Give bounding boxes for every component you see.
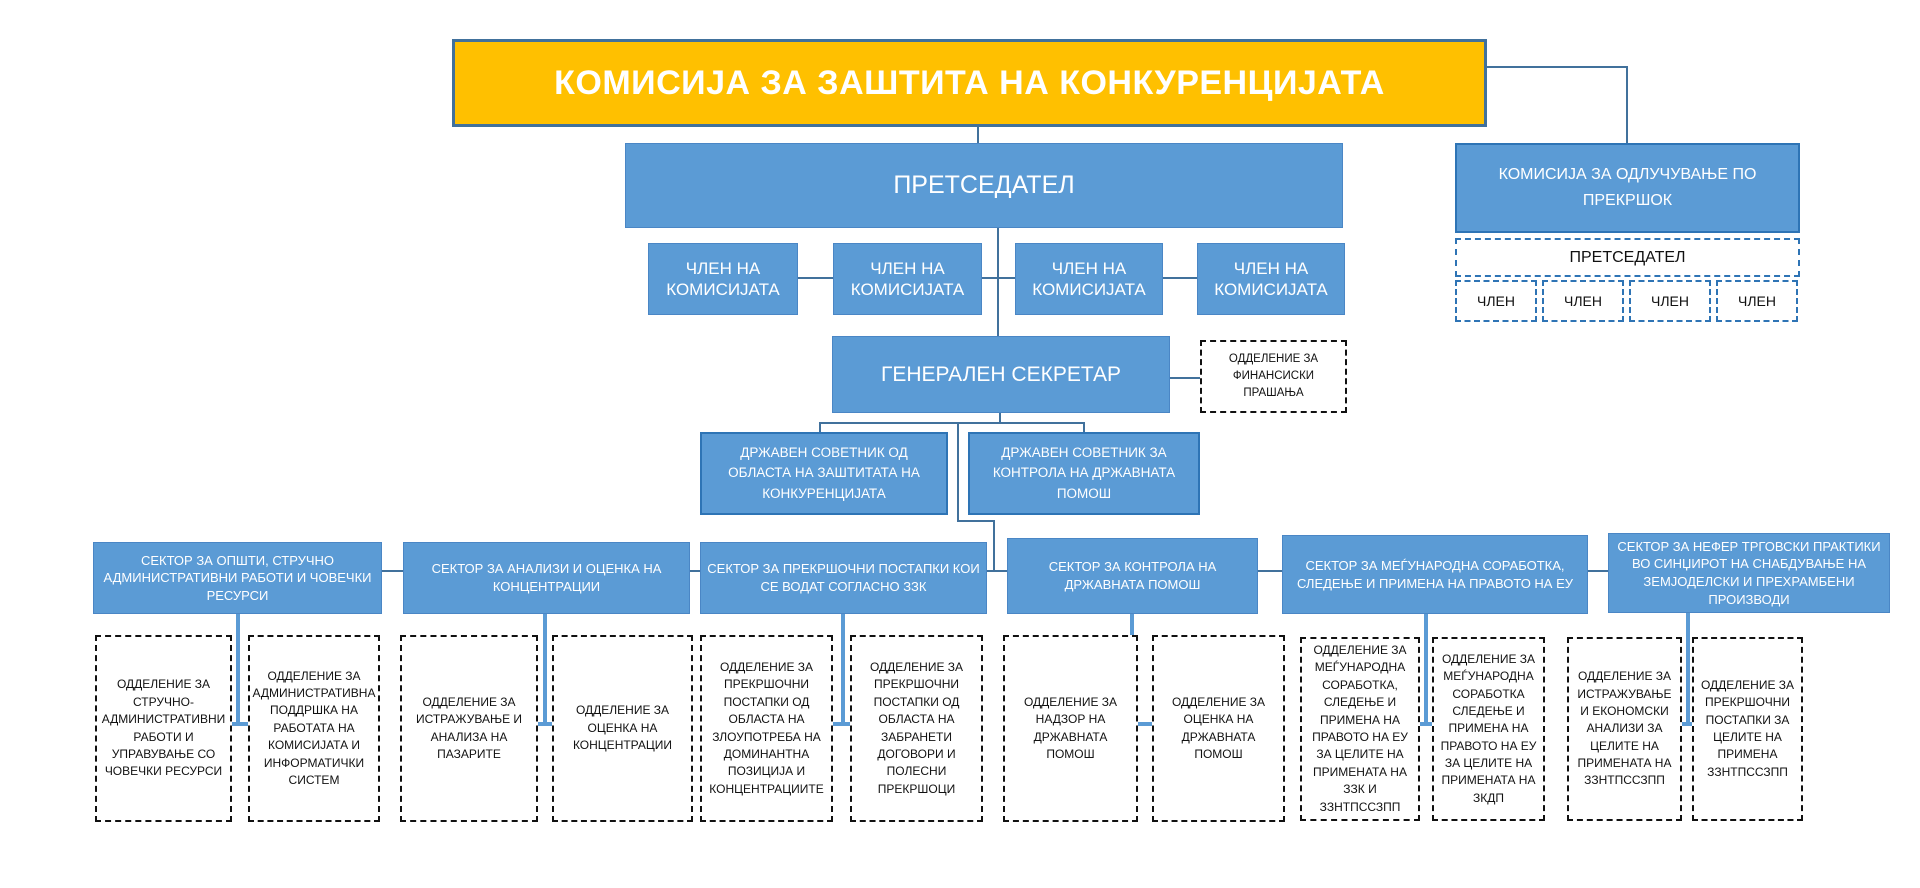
- connector: [1163, 277, 1197, 279]
- connector: [819, 422, 821, 432]
- department-box: ОДДЕЛЕНИЕ ЗА МЕЃУНАРОДНА СОРАБОТКА, СЛЕДЕЊЕ И ПРИМЕНА НА ПРАВОТО НА ЕУ ЗА ЦЕЛИТЕ НА ПРИМЕНАТА НА ЗЗК И ЗЗНТПССЗПП: [1300, 637, 1420, 821]
- connector: [538, 722, 552, 726]
- connector: [1420, 722, 1432, 726]
- misdemeanor-member-box: ЧЛЕН: [1629, 280, 1711, 322]
- general-secretary-box: ГЕНЕРАЛЕН СЕКРЕТАР: [832, 336, 1170, 413]
- connector: [841, 614, 845, 726]
- root-commission-box: КОМИСИЈА ЗА ЗАШТИТА НА КОНКУРЕНЦИЈАТА: [452, 39, 1487, 127]
- connector: [982, 277, 1015, 279]
- misdemeanor-member-box: ЧЛЕН: [1542, 280, 1624, 322]
- connector: [1170, 377, 1200, 379]
- department-box: ОДДЕЛЕНИЕ ЗА АДМИНИСТРАТИВНА ПОДДРШКА НА РАБОТАТА НА КОМИСИЈАТА И ИНФОРМАТИЧКИ СИСТЕМ: [248, 635, 380, 822]
- connector: [833, 722, 850, 726]
- connector: [1626, 66, 1628, 143]
- department-box: ОДДЕЛЕНИЕ ЗА ПРЕКРШОЧНИ ПОСТАПКИ ЗА ЦЕЛИТЕ НА ПРИМЕНА ЗЗНТПССЗПП: [1692, 637, 1803, 821]
- connector: [997, 228, 999, 336]
- connector: [1682, 722, 1692, 726]
- connector: [987, 570, 1007, 572]
- connector: [957, 520, 995, 522]
- connector: [1686, 613, 1690, 726]
- connector: [1083, 422, 1085, 432]
- misdemeanor-member-box: ЧЛЕН: [1455, 280, 1537, 322]
- connector: [820, 422, 1085, 424]
- misdemeanor-president-box: ПРЕТСЕДАТЕЛ: [1455, 238, 1800, 277]
- department-box: ОДДЕЛЕНИЕ ЗА МЕЃУНАРОДНА СОРАБОТКА СЛЕДЕЊЕ И ПРИМЕНА НА ПРАВОТО НА ЕУ ЗА ЦЕЛИТЕ НА ПРИМЕНАТА НА ЗКДП: [1432, 637, 1545, 821]
- department-box: ОДДЕЛЕНИЕ ЗА ОЦЕНКА НА КОНЦЕНТРАЦИИ: [552, 635, 693, 822]
- connector: [1424, 614, 1428, 726]
- commission-member-box: ЧЛЕН НА КОМИСИЈАТА: [648, 243, 798, 315]
- commission-member-box: ЧЛЕН НА КОМИСИЈАТА: [1197, 243, 1345, 315]
- connector: [977, 127, 979, 143]
- department-box: ОДДЕЛЕНИЕ ЗА ОЦЕНКА НА ДРЖАВНАТА ПОМОШ: [1152, 635, 1285, 822]
- sector-box: СЕКТОР ЗА МЕЃУНАРОДНА СОРАБОТКА, СЛЕДЕЊЕ И ПРИМЕНА НА ПРАВОТО НА ЕУ: [1282, 535, 1588, 614]
- connector: [382, 570, 403, 572]
- sector-box: СЕКТОР ЗА ПРЕКРШОЧНИ ПОСТАПКИ КОИ СЕ ВОДАТ СОГЛАСНО ЗЗК: [700, 542, 987, 614]
- sector-box: СЕКТОР ЗА НЕФЕР ТРГОВСКИ ПРАКТИКИ ВО СИНЏИРОТ НА СНАБДУВАЊЕ НА ЗЕМЈОДЕЛСКИ И ПРЕХРАМБЕНИ ПРОИЗВОДИ: [1608, 533, 1890, 613]
- connector: [1138, 722, 1152, 726]
- state-advisor-box: ДРЖАВЕН СОВЕТНИК ОД ОБЛАСТА НА ЗАШТИТАТА НА КОНКУРЕНЦИЈАТА: [700, 432, 948, 515]
- department-box: ОДДЕЛЕНИЕ ЗА ПРЕКРШОЧНИ ПОСТАПКИ ОД ОБЛАСТА НА ЗЛОУПОТРЕБА НА ДОМИНАНТНА ПОЗИЦИЈА И КОНЦЕНТРАЦИИТЕ: [700, 635, 833, 822]
- department-box: ОДДЕЛЕНИЕ ЗА ПРЕКРШОЧНИ ПОСТАПКИ ОД ОБЛАСТА НА ЗАБРАНЕТИ ДОГОВОРИ И ПОЛЕСНИ ПРЕКРШОЦИ: [850, 635, 983, 822]
- connector: [957, 422, 959, 522]
- connector: [798, 277, 833, 279]
- president-box: ПРЕТСЕДАТЕЛ: [625, 143, 1343, 228]
- sector-box: СЕКТОР ЗА КОНТРОЛА НА ДРЖАВНАТА ПОМОШ: [1007, 538, 1258, 614]
- misdemeanor-member-box: ЧЛЕН: [1716, 280, 1798, 322]
- connector: [1258, 570, 1282, 572]
- connector: [232, 722, 248, 726]
- department-box: ОДДЕЛЕНИЕ ЗА ИСТРАЖУВАЊЕ И ЕКОНОМСКИ АНАЛИЗИ ЗА ЦЕЛИТЕ НА ПРИМЕНАТА НА ЗЗНТПССЗПП: [1567, 637, 1682, 821]
- commission-member-box: ЧЛЕН НА КОМИСИЈАТА: [833, 243, 982, 315]
- state-advisor-box: ДРЖАВЕН СОВЕТНИК ЗА КОНТРОЛА НА ДРЖАВНАТА ПОМОШ: [968, 432, 1200, 515]
- sector-box: СЕКТОР ЗА ОПШТИ, СТРУЧНО АДМИНИСТРАТИВНИ РАБОТИ И ЧОВЕЧКИ РЕСУРСИ: [93, 542, 382, 614]
- misdemeanor-commission-box: КОМИСИЈА ЗА ОДЛУЧУВАЊЕ ПО ПРЕКРШОК: [1455, 143, 1800, 233]
- connector: [1487, 66, 1628, 68]
- finance-department-box: ОДДЕЛЕНИЕ ЗА ФИНАНСИСКИ ПРАШАЊА: [1200, 340, 1347, 413]
- connector: [1588, 570, 1608, 572]
- department-box: ОДДЕЛЕНИЕ ЗА НАДЗОР НА ДРЖАВНАТА ПОМОШ: [1003, 635, 1138, 822]
- connector: [993, 520, 995, 572]
- connector: [236, 614, 240, 726]
- sector-box: СЕКТОР ЗА АНАЛИЗИ И ОЦЕНКА НА КОНЦЕНТРАЦИИ: [403, 542, 690, 614]
- department-box: ОДДЕЛЕНИЕ ЗА СТРУЧНО-АДМИНИСТРАТИВНИ РАБОТИ И УПРАВУВАЊЕ СО ЧОВЕЧКИ РЕСУРСИ: [95, 635, 232, 822]
- connector: [690, 570, 700, 572]
- commission-member-box: ЧЛЕН НА КОМИСИЈАТА: [1015, 243, 1163, 315]
- connector: [543, 614, 547, 726]
- department-box: ОДДЕЛЕНИЕ ЗА ИСТРАЖУВАЊЕ И АНАЛИЗА НА ПАЗАРИТЕ: [400, 635, 538, 822]
